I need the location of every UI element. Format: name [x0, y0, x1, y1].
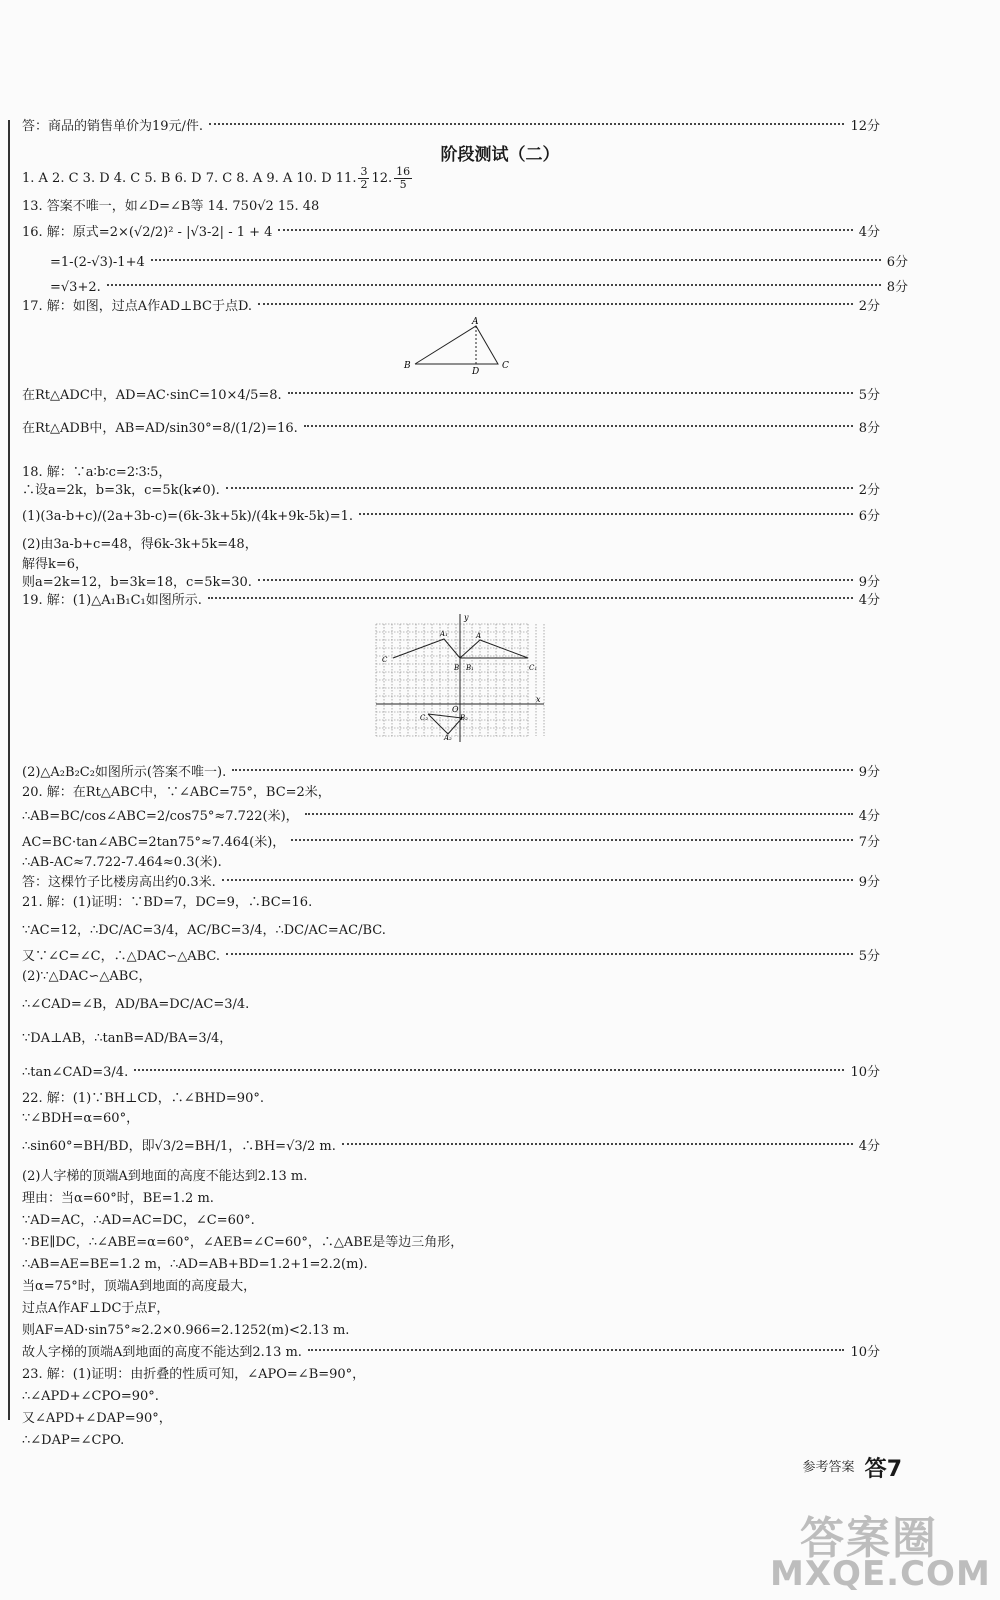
answer-line: (2)由3a-b+c=48，得6k-3k+5k=48，: [22, 537, 258, 552]
score: 7分: [858, 835, 880, 850]
answer-line: 16. 解：原式=2×(√2/2)² - |√3-2| - 1 + 4 4分: [22, 222, 880, 244]
axis-y-label: y: [464, 613, 469, 622]
label-c: C: [502, 361, 509, 371]
answer-line: =1-(2-√3)-1+4 6分: [22, 252, 908, 274]
page-prefix: 答: [864, 1457, 887, 1482]
score: 10分: [850, 1345, 880, 1360]
page-footer: [803, 1452, 902, 1483]
answer-line: =√3+2. 8分: [22, 277, 908, 299]
answer-line: 19. 解：(1)△A₁B₁C₁如图所示. 4分: [22, 590, 880, 612]
watermark-logo-text: 答案圈: [800, 1513, 938, 1564]
answer-line: (2)∵△DAC∽△ABC，: [22, 969, 152, 984]
triangle-figure: [400, 314, 530, 380]
label-b1: B₁: [466, 664, 474, 672]
answer-line: 又∠APD+∠DAP=90°，: [22, 1411, 172, 1426]
answer-line: 答：这棵竹子比楼房高出约0.3米. 9分: [22, 872, 880, 894]
answer-line: ∵DA⊥AB，∴tanB=AD/BA=3/4，: [22, 1031, 233, 1046]
answer-line: (1)(3a-b+c)/(2a+3b-c)=(6k-3k+5k)/(4k+9k-5k)=1. 6分: [22, 506, 880, 528]
label-b: B: [404, 361, 411, 371]
score: 4分: [858, 809, 880, 824]
score: 10分: [850, 1065, 880, 1080]
axis-x-label: x: [536, 695, 541, 704]
answer-line: 18. 解：∵a∶b∶c=2∶3∶5，: [22, 465, 172, 480]
label-a1: A₁: [440, 630, 448, 638]
answer-line: ∵AD=AC，∴AD=AC=DC，∠C=60°.: [22, 1213, 255, 1228]
score: 9分: [858, 765, 880, 780]
grid-figure: [368, 612, 548, 744]
answer-line: 23. 解：(1)证明：由折叠的性质可知，∠APO=∠B=90°，: [22, 1367, 366, 1382]
score: 12分: [850, 119, 880, 134]
label-b2: B₂: [460, 714, 468, 722]
section-title: 阶段测试（二）: [440, 145, 560, 165]
answer-line: ∴设a=2k，b=3k，c=5k(k≠0). 2分: [22, 480, 880, 502]
score: 6分: [886, 255, 908, 270]
score: 4分: [858, 1139, 880, 1154]
answer-line: 故人字梯的顶端A到地面的高度不能达到2.13 m. 10分: [22, 1342, 880, 1364]
answer-line: 在Rt△ADC中，AD=AC·sinC=10×4/5=8. 5分: [22, 385, 880, 407]
score: 8分: [886, 280, 908, 295]
answer-line: ∴tan∠CAD=3/4. 10分: [22, 1062, 880, 1084]
score: 5分: [858, 388, 880, 403]
answer-line: AC=BC·tan∠ABC=2tan75°≈7.464(米)， 7分: [22, 832, 880, 854]
answer-line: 22. 解：(1)∵BH⊥CD，∴∠BHD=90°.: [22, 1091, 264, 1106]
answer-line: 20. 解：在Rt△ABC中，∵∠ABC=75°，BC=2米，: [22, 785, 331, 800]
answer-line: 过点A作AF⊥DC于点F，: [22, 1301, 170, 1316]
score: 2分: [858, 483, 880, 498]
label-b: B: [454, 664, 460, 672]
score: 9分: [858, 875, 880, 890]
label-c: C: [382, 656, 388, 664]
watermark: [760, 1502, 995, 1597]
answer-line: ∴∠CAD=∠B，AD/BA=DC/AC=3/4.: [22, 997, 250, 1012]
watermark-url: MXQE.COM: [770, 1554, 991, 1594]
answer-line: ∵∠BDH=α=60°，: [22, 1111, 140, 1126]
margin-rule: [8, 120, 10, 1420]
answer-line: (2)人字梯的顶端A到地面的高度不能达到2.13 m.: [22, 1169, 308, 1184]
label-d: D: [472, 367, 480, 377]
answer-line: ∴AB-AC≈7.722-7.464≈0.3(米).: [22, 855, 222, 870]
origin-label: O: [452, 705, 459, 714]
answer-line: 答：商品的销售单价为19元/件. 12分: [22, 116, 880, 138]
fraction: $\frac{3}{2}$: [360, 165, 368, 191]
answer-line: ∵AC=12，∴DC/AC=3/4，AC/BC=3/4，∴DC/AC=AC/BC.: [22, 923, 386, 938]
answer-line: ∴∠DAP=∠CPO.: [22, 1433, 125, 1448]
label-c1: C₁: [529, 664, 538, 672]
score: 2分: [858, 299, 880, 314]
label-a2: A₂: [444, 734, 452, 742]
page-number: 7: [886, 1457, 902, 1482]
answer-line: ∵BE∥DC，∴∠ABE=α=60°，∠AEB=∠C=60°，∴△ABE是等边三角形，: [22, 1235, 464, 1250]
label-a: A: [472, 317, 479, 327]
answer-line: 则a=2k=12，b=3k=18，c=5k=30. 9分: [22, 572, 880, 594]
score: 4分: [858, 225, 880, 240]
label-a: A: [476, 632, 482, 640]
answer-line: 理由：当α=60°时，BE=1.2 m.: [22, 1191, 214, 1206]
label-c2: C₂: [420, 714, 429, 722]
answer-line: 当α=75°时，顶端A到地面的高度最大，: [22, 1279, 257, 1294]
score: 5分: [858, 949, 880, 964]
answer-line: 21. 解：(1)证明：∵BD=7，DC=9，∴BC=16.: [22, 895, 313, 910]
answer-line: ∴sin60°=BH/BD，即√3/2=BH/1，∴BH=√3/2 m. 4分: [22, 1136, 880, 1158]
footer-label: 参考答案: [802, 1460, 855, 1475]
answer-line: ∴AB=AE=BE=1.2 m，∴AD=AB+BD=1.2+1=2.2(m).: [22, 1257, 368, 1272]
answer-line: 解得k=6，: [22, 557, 89, 572]
answer-line: 1. A 2. C 3. D 4. C 5. B 6. D 7. C 8. A 9. A 10. D 11. $\frac{3}{2}$ 12. $\frac{16}{5}$: [22, 165, 411, 191]
score: 4分: [858, 593, 880, 608]
answer-line: 则AF=AD·sin75°≈2.2×0.966=2.1252(m)<2.13 m.: [22, 1323, 350, 1338]
answer-line: 17. 解：如图，过点A作AD⊥BC于点D. 2分: [22, 296, 880, 318]
answer-line: (2)△A₂B₂C₂如图所示(答案不唯一). 9分: [22, 762, 880, 784]
score: 8分: [858, 421, 880, 436]
answer-line: 又∵∠C=∠C，∴△DAC∽△ABC. 5分: [22, 946, 880, 968]
score: 9分: [858, 575, 880, 590]
answer-line: ∴∠APD+∠CPO=90°.: [22, 1389, 159, 1404]
answer-line: 在Rt△ADB中，AB=AD/sin30°=8/(1/2)=16. 8分: [22, 418, 880, 440]
fraction: $\frac{16}{5}$: [396, 165, 411, 191]
answer-line: 13. 答案不唯一，如∠D=∠B等 14. 750√2 15. 48: [22, 199, 320, 214]
answer-line: ∴AB=BC/cos∠ABC=2/cos75°≈7.722(米)， 4分: [22, 806, 880, 828]
score: 6分: [858, 509, 880, 524]
